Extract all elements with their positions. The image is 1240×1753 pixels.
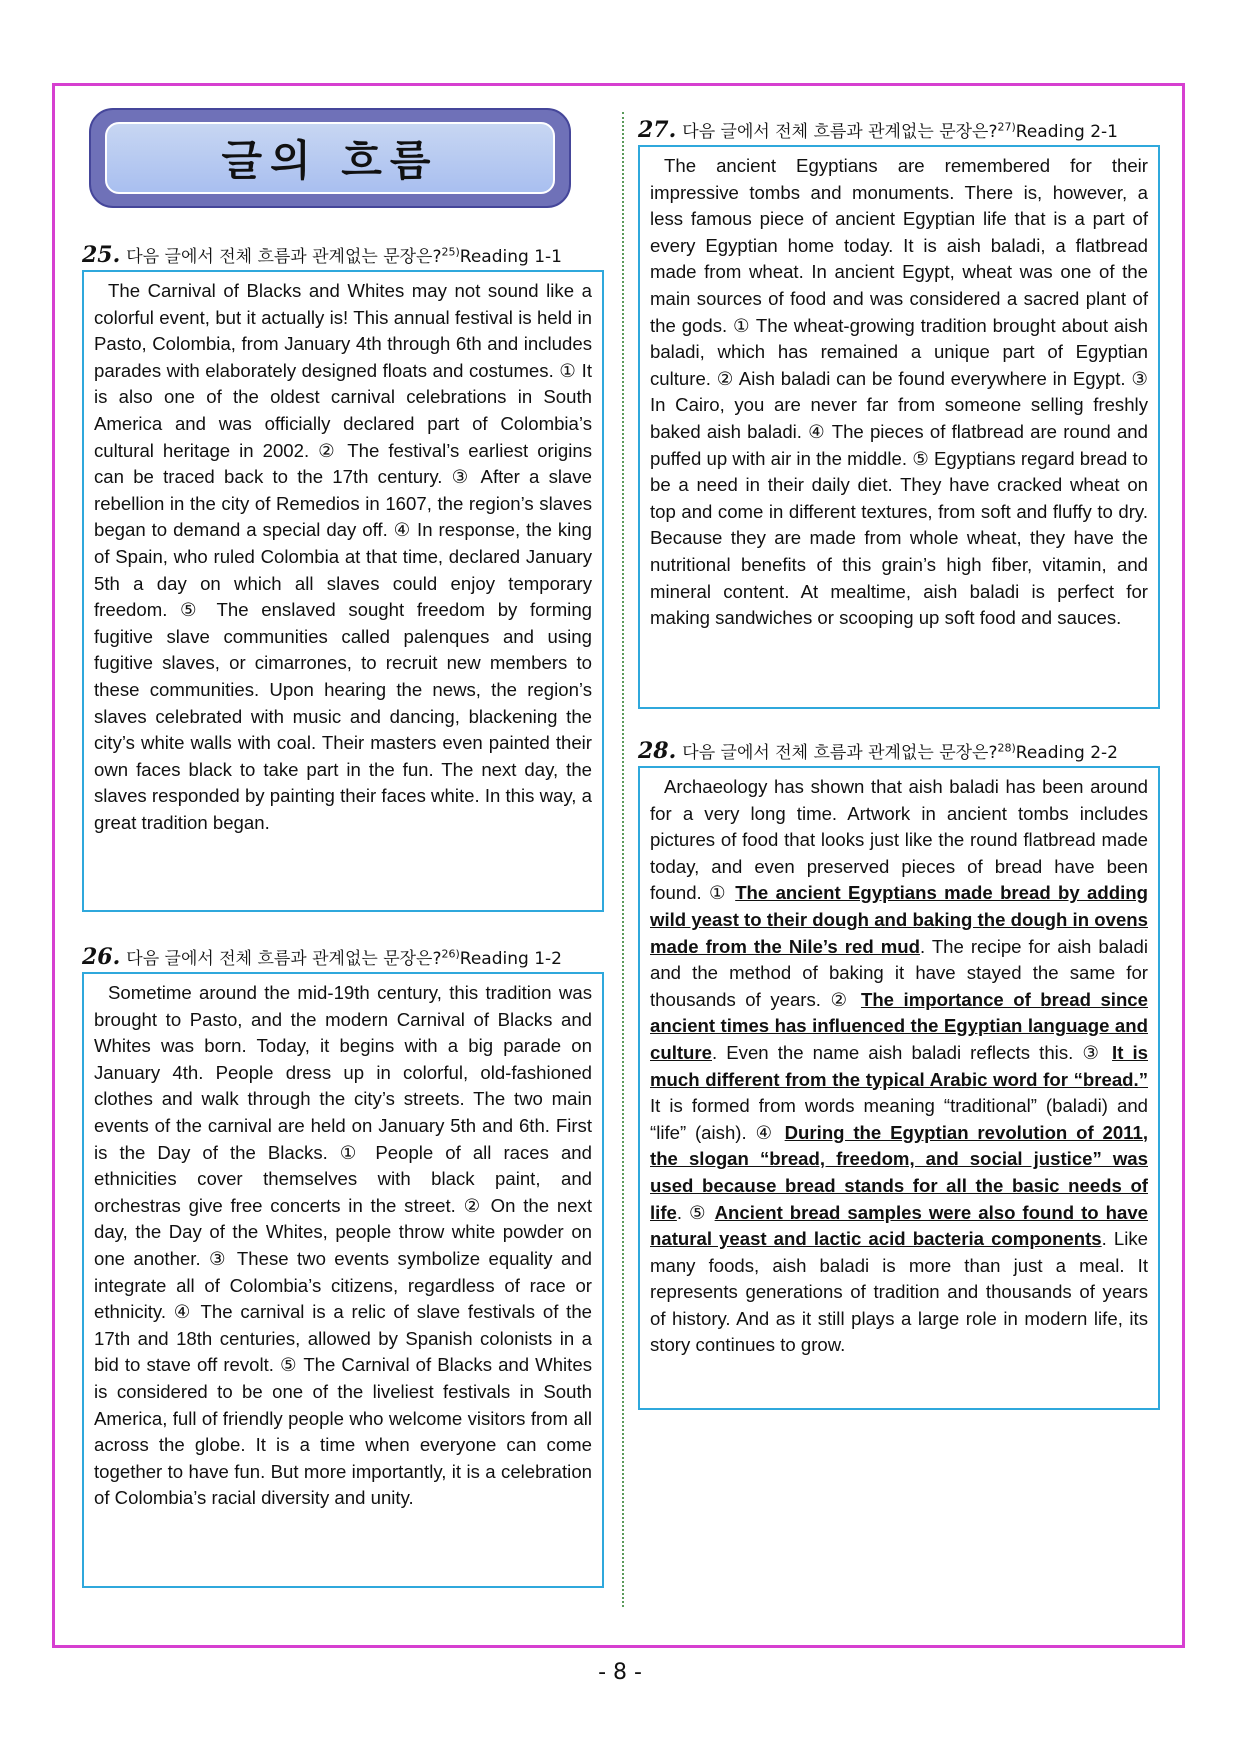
question-prompt: 다음 글에서 전체 흐름과 관계없는 문장은? xyxy=(126,949,442,969)
question-number: 27. xyxy=(638,117,677,143)
question-25-header xyxy=(82,242,562,268)
passage-segment: It is formed from words meaning “traditional” (baladi) and “life” (aish). ④ xyxy=(650,1095,1148,1143)
question-ref: Reading 1-1 xyxy=(459,247,562,267)
question-ref: Reading 2-1 xyxy=(1015,122,1118,142)
underlined-sentence-1: The ancient Egyptians made bread by adding wild yeast to their dough and baking the dough in ovens made from the Nile’s red mud xyxy=(650,882,1148,957)
question-number: 26. xyxy=(82,944,121,970)
page-title: 글의 흐름 xyxy=(221,136,439,185)
underlined-sentence-4: During the Egyptian revolution of 2011, the slogan “bread, freedom, and social justice” was used because bread stands for all the basic needs of life xyxy=(650,1121,1148,1223)
question-28-header xyxy=(638,738,1118,764)
question-27-header xyxy=(638,117,1118,143)
question-28-passage xyxy=(638,766,1160,1410)
passage-text xyxy=(650,774,1148,1359)
question-ref: Reading 2-2 xyxy=(1015,743,1118,763)
question-ref-number: 28) xyxy=(997,741,1016,755)
question-number: 25. xyxy=(82,242,121,268)
question-prompt: 다음 글에서 전체 흐름과 관계없는 문장은? xyxy=(126,247,442,267)
title-banner xyxy=(89,108,571,208)
passage-segment: . The recipe for aish baladi and the method of baking it have stayed the same for thousands of years. ② xyxy=(650,935,1148,1010)
passage-segment: . Even the name aish baladi reflects this. ③ xyxy=(712,1041,1113,1063)
question-ref-number: 26) xyxy=(441,947,460,961)
underlined-sentence-5: Ancient bread samples were also found to have natural yeast and lactic acid bacteria components xyxy=(650,1201,1149,1250)
question-prompt: 다음 글에서 전체 흐름과 관계없는 문장은? xyxy=(682,743,998,763)
question-26-passage xyxy=(82,972,604,1588)
question-27-passage xyxy=(638,145,1160,709)
question-prompt: 다음 글에서 전체 흐름과 관계없는 문장은? xyxy=(682,122,998,142)
title-banner-inner xyxy=(105,122,555,194)
passage-segment: . ⑤ xyxy=(676,1201,715,1223)
column-divider xyxy=(622,112,624,1607)
question-25-passage xyxy=(82,270,604,912)
question-26-header xyxy=(82,944,562,970)
passage-text: Sometime around the mid-19th century, this tradition was brought to Pasto, and the modern Carnival of Blacks and Whites was born. Today, it begins with a big parade on January 4th. People dress up in colorful, old-fashioned clothes and walk through the city’s streets. The two main events of the carnival are held on January 5th and 6th. First is the Day of the Blacks. ① People of all races and ethnicities cover themselves with black paint, and orchestras give free concerts in the street. ② On the next day, the Day of the Whites, people throw white powder on one another. ③ These two events symbolize equality and integrate all of Colombia’s citizens, regardless of race or ethnicity. ④ The carnival is a relic of slave festivals of the 17th and 18th centuries, allowed by Spanish colonists in a bid to stave off revolt. ⑤ The Carnival of Blacks and Whites is considered to be one of the liveliest festivals in South America, full of friendly people who welcome visitors from all across the globe. It is a time when everyone can come together to have fun. But more importantly, it is a celebration of Colombia’s racial diversity and unity. xyxy=(94,982,592,1509)
underlined-sentence-2: The importance of bread since ancient times has influenced the Egyptian language and culture xyxy=(650,988,1148,1063)
page-number: - 8 - xyxy=(598,1660,642,1685)
passage-segment: . Like many foods, aish baladi is more than just a meal. It represents generations of tradition and thousands of years of history. And as it still plays a large role in modern life, its story continues to grow. xyxy=(650,1228,1148,1356)
passage-text: The Carnival of Blacks and Whites may not sound like a colorful event, but it actually is! This annual festival is held in Pasto, Colombia, from January 4th through 6th and includes parades with elaborately designed floats and costumes. ① It is also one of the oldest carnival celebrations in South America and was officially declared part of Colombia’s cultural heritage in 2002. ② The festival’s earliest origins can be traced back to the 17th century. ③ After a slave rebellion in the city of Remedios in 1607, the region’s slaves began to demand a special day off. ④ In response, the king of Spain, who ruled Colombia at that time, declared January 5th a day on which all slaves could enjoy temporary freedom. ⑤ The enslaved sought freedom by forming fugitive slave communities called palenques and using fugitive slaves, or cimarrones, to recruit new members to these communities. Upon hearing the news, the region’s slaves celebrated with music and dancing, blackening the city’s white walls with coal. Their masters even painted their own faces black to take part in the fun. The next day, the slaves responded by painting their faces white. In this way, a great tradition began. xyxy=(94,280,592,833)
passage-text: The ancient Egyptians are remembered for their impressive tombs and monuments. There is, however, a less famous piece of ancient Egyptian life that is a part of every Egyptian home today. It is aish baladi, a flatbread made from wheat. In ancient Egypt, wheat was one of the main sources of food and was considered a sacred plant of the gods. ① The wheat-growing tradition brought about aish baladi, which has remained a unique part of Egyptian culture. ② Aish baladi can be found everywhere in Egypt. ③ In Cairo, you are never far from someone selling freshly baked aish baladi. ④ The pieces of flatbread are round and puffed up with air in the middle. ⑤ Egyptians regard bread to be a need in their daily diet. They have cracked wheat on top and come in different textures, from soft and fluffy to dry. Because they are made from whole wheat, they have the nutritional benefits of this grain’s high fiber, vitamin, and mineral content. At mealtime, aish baladi is perfect for making sandwiches or scooping up soft food and sauces. xyxy=(650,155,1148,629)
question-ref-number: 27) xyxy=(997,120,1016,134)
question-ref-number: 25) xyxy=(441,245,460,259)
question-number: 28. xyxy=(638,738,677,764)
underlined-sentence-3: It is much different from the typical Arabic word for “bread.” xyxy=(650,1041,1148,1090)
question-ref: Reading 1-2 xyxy=(459,949,562,969)
passage-segment: Archaeology has shown that aish baladi has been around for a very long time. Artwork in ancient tombs includes pictures of food that looks just like the round flatbread made today, and even preserved pieces of bread have been found. ① xyxy=(650,776,1148,904)
